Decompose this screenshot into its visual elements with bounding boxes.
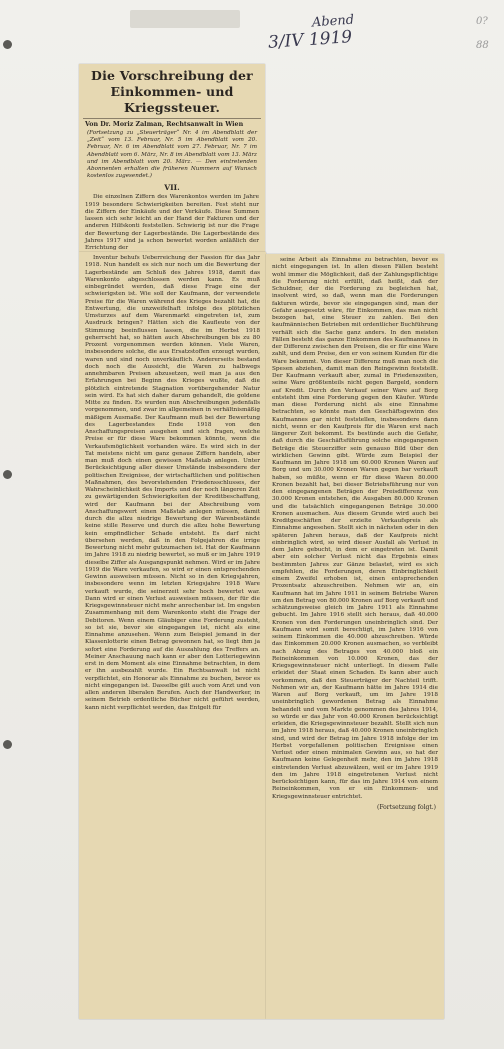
column-intro: Die einzelnen Ziffern des Warenkontos werden im Jahre 1919 besondere Schwierigkeiten bereiten. Fest steht nur die Ziffern der Einkäufe und der Verkäufe. Diese Summen lassen sich sehr leicht an der Hand der Fakturen und der anderen Hilfskonti feststellen. Schwierig ist nur die Frage der Bewertung der Lagerbestände. Die Lagerbestände des Jahres 1917 sind ja schon bewertet worden anläßlich der Errichtung der — [85, 194, 259, 252]
handwritten-publication: Abend — [311, 12, 355, 31]
section-number: VII. — [164, 183, 180, 193]
clipping-column-left — [79, 252, 266, 1019]
punch-hole — [3, 740, 12, 749]
pencil-reference: 0? — [476, 16, 488, 27]
series-note: (Fortsetzung zu „Steuerträger“ Nr. 4 im Abendblatt der „Zeit“ vom 13. Februar, Nr. 5 im Abendblatt vom 20. Februar, Nr. 6 im Abendblatt vom 27. Februar, Nr. 7 im Abendblatt vom 6. März, Nr. 8 im Abendblatt vom 13. März und im Abendblatt vom 20. März. — Den eintretenden Abonnenten erhalten die früheren Nummern auf Wunsch kostenlos zugesendet.) — [87, 130, 257, 180]
article-byline: Von Dr. Moriz Zalman, Rechtsanwalt in Wien — [85, 121, 244, 128]
article-title: Die Vorschreibung der Einkommen- und Kriegssteuer. — [91, 68, 253, 115]
handwritten-date: 3/IV 1919 — [267, 27, 353, 53]
continued-note: (Fortsetzung folgt.) — [377, 803, 436, 811]
pencil-reference-side: 88 — [476, 40, 489, 51]
clipping-header — [79, 64, 265, 252]
punch-hole — [3, 40, 12, 49]
column-right-text: seine Arbeit als Einnahme zu betrachten, bevor es nicht eingegangen ist. In allen diesen Fällen besteht wohl immer die Möglichkeit, daß der Zahlungspflichtige die Forderung nicht erfüllt, daß heißt, daß der Schuldner, der die Forderung zu begleichen hat, insolvent wird, so daß, wenn man die Forderungen fakturen würde, bevor sie eingegangen sind, man der Gefahr ausgesetzt wäre, für Einkommen, das man nicht bezogen hat, eine Steuer zu zahlen. Bei den kaufmännischen Betrieben mit ordentlicher Buchführung verhält sich die Sache ganz anders. In den meisten Fällen besteht das ganze Einkommen des Kaufmannes in der Differenz zwischen den Preisen, die er für eine Ware zahlt, und dem Preise, den er von seinem Kunden für die Ware bekommt. Von dieser Differenz muß man noch die Spesen abziehen, damit man den Reingewinn feststellt. Der Kaufmann verkauft aber, zumal in Friedenszeiten, seine Ware größtenteils nicht gegen Bargeld, sondern auf Kredit. Durch den Verkauf seiner Ware auf Borg entsteht ihm eine Forderung gegen den Käufer. Würde man diese Forderung nicht als eine Einnahme betrachten, so könnte man den Geschäftsgewinn des Kaufmannes gar nicht feststellen, insbesondere dann nicht, wenn er den Kaufpreis für die Waren erst nach längerer Zeit bekommt. Es bestünde auch die Gefahr, daß durch die Geschäftsführung solche eingegangenen Beträge die Steuerziffer sein genauso Bild über den wirklichen Gewinn gibt. Würde zum Beispiel der Kaufmann im Jahre 1918 um 60.000 Kronen Waren auf Borg und um 30.000 Kronen Waren gegen bar verkauft haben, so müßte, wenn er für diese Waren 80.000 Kronen bezahlt hat, bei dieser Betriebsführung nur von den eingegangenen Beträgen der Preisdifferenz von 30.000 Kronen entstehen, die Ausgaben 80.000 Kronen und die tatsächlich eingegangenen Beträge 30.000 Kronen ausmachen. Aus diesem Grunde wird auch bei Kreditgeschäften der erzielte Verkaufspreis als Einnahme angesehen. Stellt sich in nächsten oder in den späteren Jahren heraus, daß der Kaufpreis nicht einbringlich wird, so wird dieser Ausfall als Verlust in dem Jahre gebucht, in dem er eingetreten ist. Damit aber ein solcher Verlust nicht das Ergebnis eines bestimmten Jahres zur Gänze belastet, wird es sich empfehlen, die Forderungen, deren Einbringlichkeit einem Zweifel erhoben ist, einen entsprechenden Prozentsatz abzuschreiben. Nehmen wir an, ein Kaufmann hat im Jahre 1911 in seinem Betriebe Waren um den Betrag von 80.000 Kronen auf Borg verkauft und schätzungsweise gleich im Jahre 1911 als Einnahme gebucht. Im Jahre 1916 stellt sich heraus, daß 40.000 Kronen von den Forderungen uneinbringlich sind. Der Kaufmann wird somit berechtigt, im Jahre 1916 von seinem Einkommen die 40.000 abzuschreiben. Würde das Einkommen 20.000 Kronen ausmachen, so verbleibt nach Abzug des Betrages von 40.000 bloß ein Reineinkommen von 10.000 Kronen, das der Kriegsgewinnsteuer nicht unterliegt. In diesem Falle erleidet der Staat einen Schaden. Es kann aber auch vorkommen, daß den Steuerträger der Nachteil trifft. Nehmen wir an, der Kaufmann hätte im Jahre 1914 die Waren auf Borg verkauft, um im Jahre 1918 uneinbringlich gewordenen Betrag als Einnahme behandelt und vom Markte genommen des Jahres 1914, so würde er das Jahr von 40.000 Kronen berücksichtigt erleiden, die Kriegsgewinnsteuer bezahlt. Stellt sich nun im Jahre 1918 heraus, daß 40.000 Kronen uneinbringlich sind, und wird der Betrag im Jahre 1918 infolge der im Herbst vorgefallenen politischen Ereignisse einen Verlust oder einen minimalen Gewinn aus, so hat der Kaufmann keine Gelegenheit mehr, den im Jahre 1918 eintretenden Verlust abzuwälzen, weil er im Jahre 1919 den im Jahre 1918 eingetretenen Verlust nicht berücksichtigen kann, für das im Jahre 1914 von einem Reineinkommen, von er ein Einkommen- und Kriegsgewinnsteuer entrichtet. — [272, 257, 438, 800]
divider — [83, 118, 261, 119]
punch-hole — [3, 470, 12, 479]
clipping-column-right — [266, 254, 444, 1019]
column-left-text: Inventur behufs Ueberreichung der Fassion für das Jahr 1918. Nun handelt es sich nur noch um die Bewertung der Lagerbestände am Schluß des Jahres 1918, damit das Warenkonto abgeschlossen werden kann. Es muß einbegründet werden, daß diese Frage eine der schwierigsten ist. Wie soll der Kaufmann, der verwendete Preise für die Waren während des Krieges bezahlt hat, die Entwertung, die unzweifelhaft infolge des plötzlichen Umsturzes auf dem Warenmarkt eingetreten ist, zum Ausdruck bringen? Hätten sich die Kaufleute von der Stimmung beeinflussen lassen, die im Herbst 1918 geherrscht hat, so hätten auch Abschreibungen bis zu 80 Prozent vorgenommen werden können. Viele Waren, insbesondere solche, die aus Ersatzstoffen erzeugt wurden, waren und sind noch unverkäuflich. Andererseits bestand doch noch die Aussicht, die Waren zu halbwegs annehmbaren Preisen abzusetzen, weil man ja aus den Erfahrungen bei Beginn des Krieges wußte, daß die plötzlich eintretende Stagnation vorübergehender Natur sein wird. Es hat sich daher darum gehandelt, die goldene Mitte zu finden. Es wurden nun Abschreibungen jedenfalls vorgenommen, und zwar im allgemeinen in verhältnismäßig mäßigem Ausmaße. Der Kaufmann muß bei der Bewertung des Lagerbestandes Ende 1918 von den Anschaffungspreisen ausgehen und sich fragen, welche Preise er für diese Ware bekommen könnte, wenn die Verkaufsmöglichkeit vorhanden wäre. Es wird sich in der Tat meistens nicht um ganz genaue Ziffern handeln, aber man muß doch einen gewissen Maßstab anlegen. Unter Berücksichtigung aller dieser Umstände insbesondere der politischen Ereignisse, der wirtschaftlichen und politischen Maßnahmen, des bevorstehenden Friedensschlusses, der Wahrscheinlichkeit des Imports und der noch längeren Zeit zu gewärtigenden Schwierigkeiten der Kreditbeschaffung, wird der Kaufmann bei der Abschreibung vom Anschaffungswert einen Maßstab anlegen müssen, damit durch die allzu niedrige Bewertung der Warenbestände keine stille Reserve und durch die allzu hohe Bewertung kein empfindlicher Schade entsteht. Es darf nicht übersehen werden, daß in den Folgejahren die irrige Bewertung nicht mehr gutzumachen ist. Hat der Kaufmann im Jahre 1918 zu niedrig bewertet, so muß er im Jahre 1919 dieselbe Ziffer als Ausgangspunkt nehmen. Wird er im Jahre 1919 die Ware verkaufen, so wird er einen entsprechenden Gewinn ausweisen müssen. Nicht so in den Kriegsjahren, insbesondere wenn im letzten Kriegsjahre 1918 Ware verkauft wurde, die seinerzeit sehr hoch bewertet war. Dann wird er einen Verlust ausweisen müssen, der für die Kriegsgewinnsteuer nicht mehr anrechenbar ist. Im engsten Zusammenhang mit dem Warenkonto steht die Frage der Debitoren. Wenn einem Gläubiger eine Forderung zusteht, so ist sie, bevor sie eingegangen ist, nicht als eine Einnahme anzusehen. Wenn zum Beispiel jemand in der Klassenlotterie einen Betrag gewonnen hat, so liegt ihm ja sofort eine Forderung auf die Auszahlung des Treffers an. Meiner Anschauung nach kann er aber den Lotteriegewinn erst in dem Moment als eine Einnahme betrachten, in dem er ihn ausbezahlt wurde. Ein Rechtsanwalt ist nicht verpflichtet, ein Honorar als Einnahme zu buchen, bevor es nicht eingegangen ist. Dasselbe gilt auch vom Arzt und von allen anderen liberalen Berufen. Auch der Handwerker, in seinem Betrieb ordentliche Bücher nicht geführt werden, kann nicht verpflichtet werden, das Entgelt für — [85, 255, 260, 711]
faded-stamp — [130, 10, 240, 28]
